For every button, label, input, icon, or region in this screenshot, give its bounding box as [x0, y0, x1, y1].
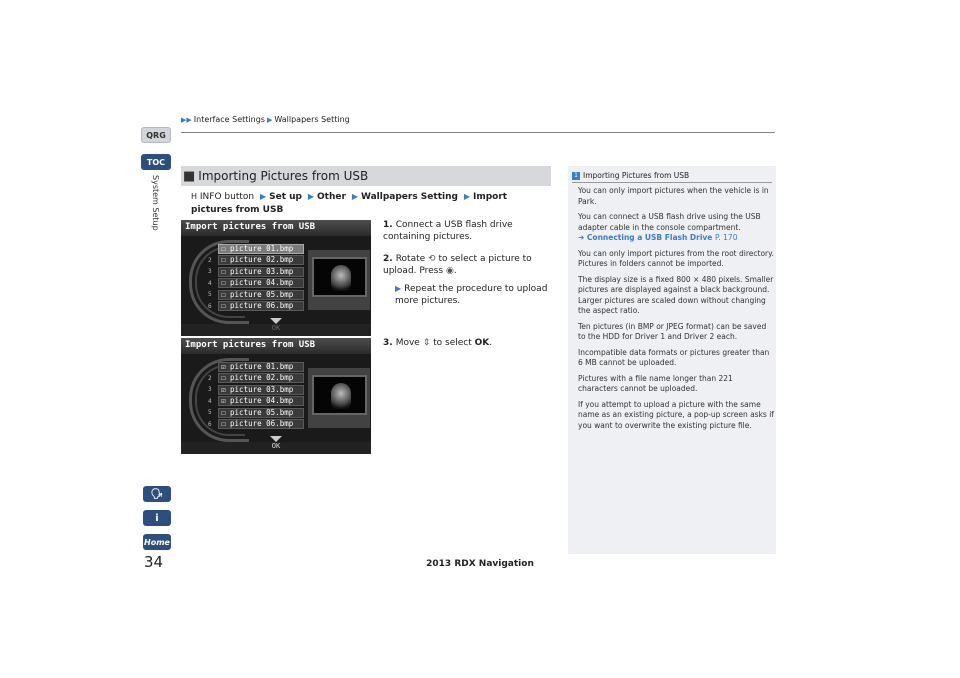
note-paragraph: Ten pictures (in BMP or JPEG format) can be saved to the HDD for Driver 1 and Driver 2 each. [578, 321, 767, 341]
arrow-icon: ▶ [259, 192, 267, 201]
checkbox-icon: ☑ [221, 396, 226, 406]
ok-button[interactable]: OK [181, 324, 371, 336]
path-prefix: INFO button [199, 192, 255, 202]
step-3: 3. Move ⇕ to select OK. [383, 338, 493, 348]
section-header [181, 166, 551, 186]
note-number-icon: 1 [572, 172, 580, 180]
breadcrumb [181, 115, 350, 124]
rotate-knob-icon: ⟲ [428, 254, 436, 264]
screen-title: Import pictures from USB [181, 220, 371, 236]
side-note-header [572, 171, 689, 180]
path-item: Other [317, 192, 346, 202]
side-note [568, 166, 776, 554]
note-paragraph: The display size is a fixed 800 × 480 pixels. Smaller pictures are displayed against a black background. Larger pictures are scaled down without changing the aspect ratio. [578, 274, 774, 315]
side-note-body [578, 186, 774, 436]
list-item[interactable]: 2 ☐ picture 02.bmp [208, 373, 304, 385]
arrow-icon: ▶ [463, 192, 470, 201]
checkbox-icon: ☑ [221, 384, 226, 394]
arrow-icon: ▶▶ [181, 115, 192, 124]
note-paragraph: Incompatible data formats or pictures greater than 6 MB cannot be uploaded. [578, 347, 770, 367]
checkbox-icon: ☐ [221, 419, 226, 429]
wallpaper-preview [312, 375, 367, 415]
wallpaper-preview [312, 257, 367, 297]
press-knob-icon: ◉ [445, 266, 454, 276]
home-label: Home [144, 537, 170, 547]
note-paragraph: Pictures with a file name longer than 221 characters cannot be uploaded. [578, 373, 733, 393]
footer-title: 2013 RDX Navigation [426, 559, 534, 569]
step-2: 2. Rotate ⟲ to select a picture to upload. Press ◉. [383, 254, 532, 276]
arrow-icon: ▶ [351, 192, 358, 201]
checkbox-icon: ☐ [221, 266, 226, 276]
checkbox-icon: ☑ [221, 361, 226, 371]
breadcrumb-item[interactable]: Wallpapers Setting [274, 115, 350, 124]
checkbox-icon: ☐ [221, 255, 226, 265]
note-paragraph: You can only import pictures from the root directory. Pictures in folders cannot be imported. [578, 248, 774, 268]
down-arrow-icon [270, 318, 282, 324]
path-item: Set up [269, 192, 302, 202]
list-item[interactable]: 3 ☑ picture 03.bmp [208, 384, 304, 396]
step-1: 1. Connect a USB flash drive containing pictures. [383, 220, 513, 242]
note-paragraph: You can connect a USB flash drive using the USB adapter cable in the console compartment. ➔ Connecting a USB Flash Drive P. 170 [578, 212, 761, 242]
side-note-divider [572, 182, 772, 183]
checkbox-icon: ☐ [221, 243, 226, 253]
qrg-button[interactable]: QRG [141, 127, 171, 143]
list-item[interactable]: 5 ☐ picture 05.bmp [208, 289, 304, 301]
page-number: 34 [144, 553, 164, 571]
path-item: Wallpapers Setting [360, 192, 458, 202]
checkbox-icon: ☐ [221, 373, 226, 383]
screen-title: Import pictures from USB [181, 338, 371, 354]
arrow-icon: ▶ [307, 192, 315, 201]
link-connecting-usb[interactable]: ➔ Connecting a USB Flash Drive P. 170 [578, 233, 738, 242]
picture-list [208, 243, 304, 312]
screenshot-import-unselected [181, 220, 371, 336]
arrow-icon: ▶ [266, 115, 273, 124]
list-item[interactable]: 4 ☑ picture 04.bmp [208, 396, 304, 408]
note-paragraph: You can only import pictures when the vehicle is in Park. [578, 186, 769, 206]
voice-icon[interactable]: 🗣 [143, 486, 171, 502]
screenshot-import-selected [181, 338, 371, 454]
checkbox-icon: ☐ [221, 301, 226, 311]
checkbox-icon: ☐ [221, 289, 226, 299]
info-button-icon: H [191, 192, 198, 201]
section-title: Importing Pictures from USB [198, 169, 369, 183]
toc-button[interactable]: TOC [141, 154, 171, 170]
checkbox-icon: ☐ [221, 278, 226, 288]
arrow-icon: ▶ [395, 284, 402, 293]
ok-button[interactable]: OK [181, 442, 371, 454]
note-paragraph: If you attempt to upload a picture with the same name as an existing picture, a pop-up screen asks if you want to overwrite the existing picture file. [578, 399, 774, 430]
info-icon[interactable]: i [143, 510, 171, 526]
list-item[interactable]: 6 ☐ picture 06.bmp [208, 301, 304, 313]
home-icon[interactable] [143, 534, 171, 550]
list-item[interactable]: 4 ☐ picture 04.bmp [208, 278, 304, 290]
list-item[interactable]: 2 ☐ picture 02.bmp [208, 255, 304, 267]
step-2-substep: ▶ Repeat the procedure to upload more pictures. [395, 284, 548, 306]
chapter-label: System Setup [151, 175, 160, 231]
link-arrow-icon: ➔ [578, 233, 585, 242]
breadcrumb-item[interactable]: Interface Settings [193, 115, 265, 124]
path-item: Import pictures from USB [191, 192, 508, 215]
menu-path [191, 190, 551, 217]
side-note-title: Importing Pictures from USB [583, 171, 690, 180]
list-item[interactable]: 3 ☐ picture 03.bmp [208, 266, 304, 278]
list-item[interactable]: 5 ☐ picture 05.bmp [208, 407, 304, 419]
checkbox-icon: ☐ [221, 407, 226, 417]
header-divider [181, 132, 775, 133]
section-square-icon: ■ [183, 168, 196, 184]
list-item[interactable]: 6 ☐ picture 06.bmp [208, 419, 304, 431]
list-item[interactable]: ☑ picture 01.bmp [208, 361, 304, 373]
list-item[interactable]: ☐ picture 01.bmp [208, 243, 304, 255]
picture-list [208, 361, 304, 430]
down-arrow-icon [270, 436, 282, 442]
move-knob-icon: ⇕ [422, 338, 431, 348]
